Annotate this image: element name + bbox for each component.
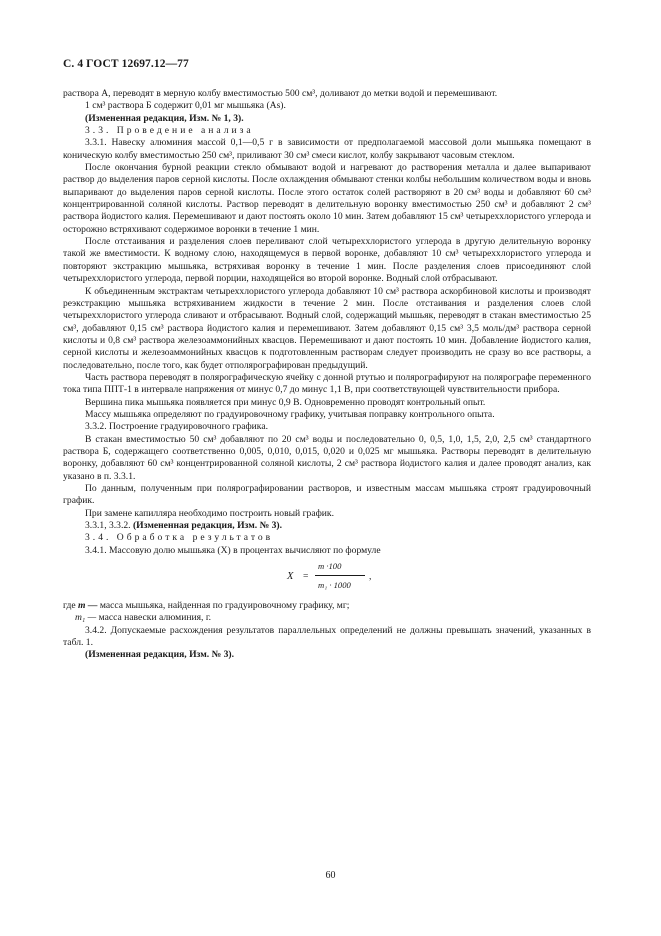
paragraph-15: При замене капилляра необходимо построить новый график.	[85, 507, 334, 519]
formula-equals: =	[303, 571, 309, 583]
paragraph-1: раствора А, переводят в мерную колбу вместимостью 500 см³, доливают до метки водой и перемешивают.	[63, 88, 498, 99]
paragraph-3-3-2: 3.3.2. Построение градуировочного графика.	[85, 421, 268, 433]
paragraph-9: Часть раствора переводят в полярографическую ячейку с донной ртутью и полярографируют на полярографе переменного тока типа ППТ-1 в интервале напряжения от минус 0,7 до минус 1,1 В, при соответствующей чувствительности прибора.	[63, 371, 591, 396]
paragraph-11: Массу мышьяка определяют по градуировочному графику, учитывая поправку контрольного опыта.	[85, 408, 495, 420]
paragraph-3-4-1: 3.4.1. Массовую долю мышьяка (X) в процентах вычисляют по формуле	[85, 544, 381, 556]
paragraph-3-3-1: 3.3.1. Навеску алюминия массой 0,1—0,5 г в зависимости от предполагаемой массовой доли мышьяка помещают в коническую колбу вместимостью 250 см³, приливают 30 см³ смеси кислот, колбу закрывают часовым стеклом.	[63, 137, 591, 161]
paragraph-7: После отстаивания и разделения слоев переливают слой четыреххлористого углерода в другую делительную воронку такой же вместимости. К водному слою, находящемуся в первой воронке, добавляют 10 см³ четыреххлористого углерода и повторяют экстракцию мышьяка, встряхивая воронку в течение 1 мин. После разделения слоев присоединяют слой четыреххлористого углерода, первой порции, находящейся во второй воронке. Водный слой отбрасывают.	[63, 236, 591, 285]
amendment-note-3: (Измененная редакция, Изм. № 3).	[85, 649, 235, 661]
paragraph-10: Вершина пика мышьяка появляется при минус 0,9 В. Одновременно проводят контрольный опыт.	[85, 396, 486, 408]
section-3-3-heading: 3.3. Проведение анализа	[85, 125, 254, 137]
paragraph-8: К объединенным экстрактам четыреххлористого углерода добавляют 10 см³ раствора аскорбиновой кислоты и производят реэкстракцию мышьяка встряхиванием жидкости в течение 2 мин. После отстаивания и разделения слоев слой четыреххлористого углерода сливают и отбрасывают. Водный слой, содержащий мышьяк, переводят в стакан вместимостью 25 см³, добавляют 0,15 см³ раствора йодистого калия и перемешивают. Затем добавляют 0,15 см³ 3,5 моль/дм³ раствора серной кислоты и 0,8 см³ раствора железоаммонийных квасцов. Перемешивают и дают постоять 10 мин. Добавление йодистого калия, серной кислоты и железоаммонийных квасцов к подготовленным растворам следует производить не сразу во все растворы, а последовательно, после того, как будет отполярографирован предыдущий.	[63, 285, 591, 371]
formula	[63, 560, 591, 596]
amendment-text: (Измененная редакция, Изм. № 3).	[132, 520, 283, 532]
amendment-note-2	[63, 520, 591, 532]
definition-m	[63, 600, 591, 612]
definition-m1-text: масса навески алюминия, г.	[98, 612, 212, 624]
page-number: 60	[325, 870, 336, 881]
definition-m1	[63, 612, 591, 624]
page-header: С. 4 ГОСТ 12697.12—77	[63, 58, 189, 70]
definition-m-text: масса мышьяка, найденная по градуировочному графику, мг;	[99, 600, 350, 612]
paragraph-13: В стакан вместимостью 50 см³ добавляют по 20 см³ воды и последовательно 0, 0,5, 1,0, 1,5, 2,0, 2,5 см³ стандартного раствора Б, содержащего соответственно 0,005, 0,010, 0,015, 0,020 и 0,025 мг мышьяка. Растворы переводят в делительную воронку, добавляют 60 см³ концентрированной соляной кислоты, 2 см³ раствора йодистого калия и далее проводят анализ, как указано в п. 3.3.1.	[63, 433, 591, 482]
definition-prefix: где	[63, 600, 76, 612]
amendment-note-1: (Измененная редакция, Изм. № 1, 3).	[85, 112, 244, 124]
formula-fraction-bar	[315, 575, 365, 576]
definition-m1-symbol: m₁ —	[75, 612, 97, 624]
formula-comma: ,	[369, 571, 372, 583]
formula-denominator: m₁ · 1000	[318, 580, 351, 591]
formula-lhs: X	[287, 571, 294, 583]
amendment-ref: 3.3.1, 3.3.2.	[85, 520, 131, 532]
paragraph-14: По данным, полученным при полярографировании растворов, и известным массам мышьяка строят градуировочный график.	[63, 483, 591, 507]
document-page	[63, 58, 591, 662]
definition-m-symbol: m —	[78, 600, 98, 612]
paragraph-6: После окончания бурной реакции стекло обмывают водой и нагревают до растворения металла и далее выпаривают раствор до выделения паров серной кислоты. После охлаждения обмывают стенки колбы небольшим количеством воды и вновь выпаривают до выделения паров серной кислоты. После этого остаток солей растворяют в 20 см³ воды и добавляют 60 см³ концентрированной соляной кислоты. Раствор переводят в делительную воронку вместимостью 250 см³ и добавляют 2 см³ раствора йодистого калия. Перемешивают и дают постоять около 10 мин. Затем добавляют 15 см³ четыреххлористого углерода и осторожно встряхивают содержимое воронки в течение 1 мин.	[63, 162, 591, 235]
section-3-4-heading: 3.4. Обработка результатов	[85, 532, 274, 544]
paragraph-2: 1 см³ раствора Б содержит 0,01 мг мышьяка (As).	[85, 100, 286, 112]
paragraph-3-4-2: 3.4.2. Допускаемые расхождения результатов параллельных определений не должны превышать значений, указанных в табл. 1.	[63, 624, 591, 649]
formula-numerator: m ·100	[318, 561, 342, 572]
